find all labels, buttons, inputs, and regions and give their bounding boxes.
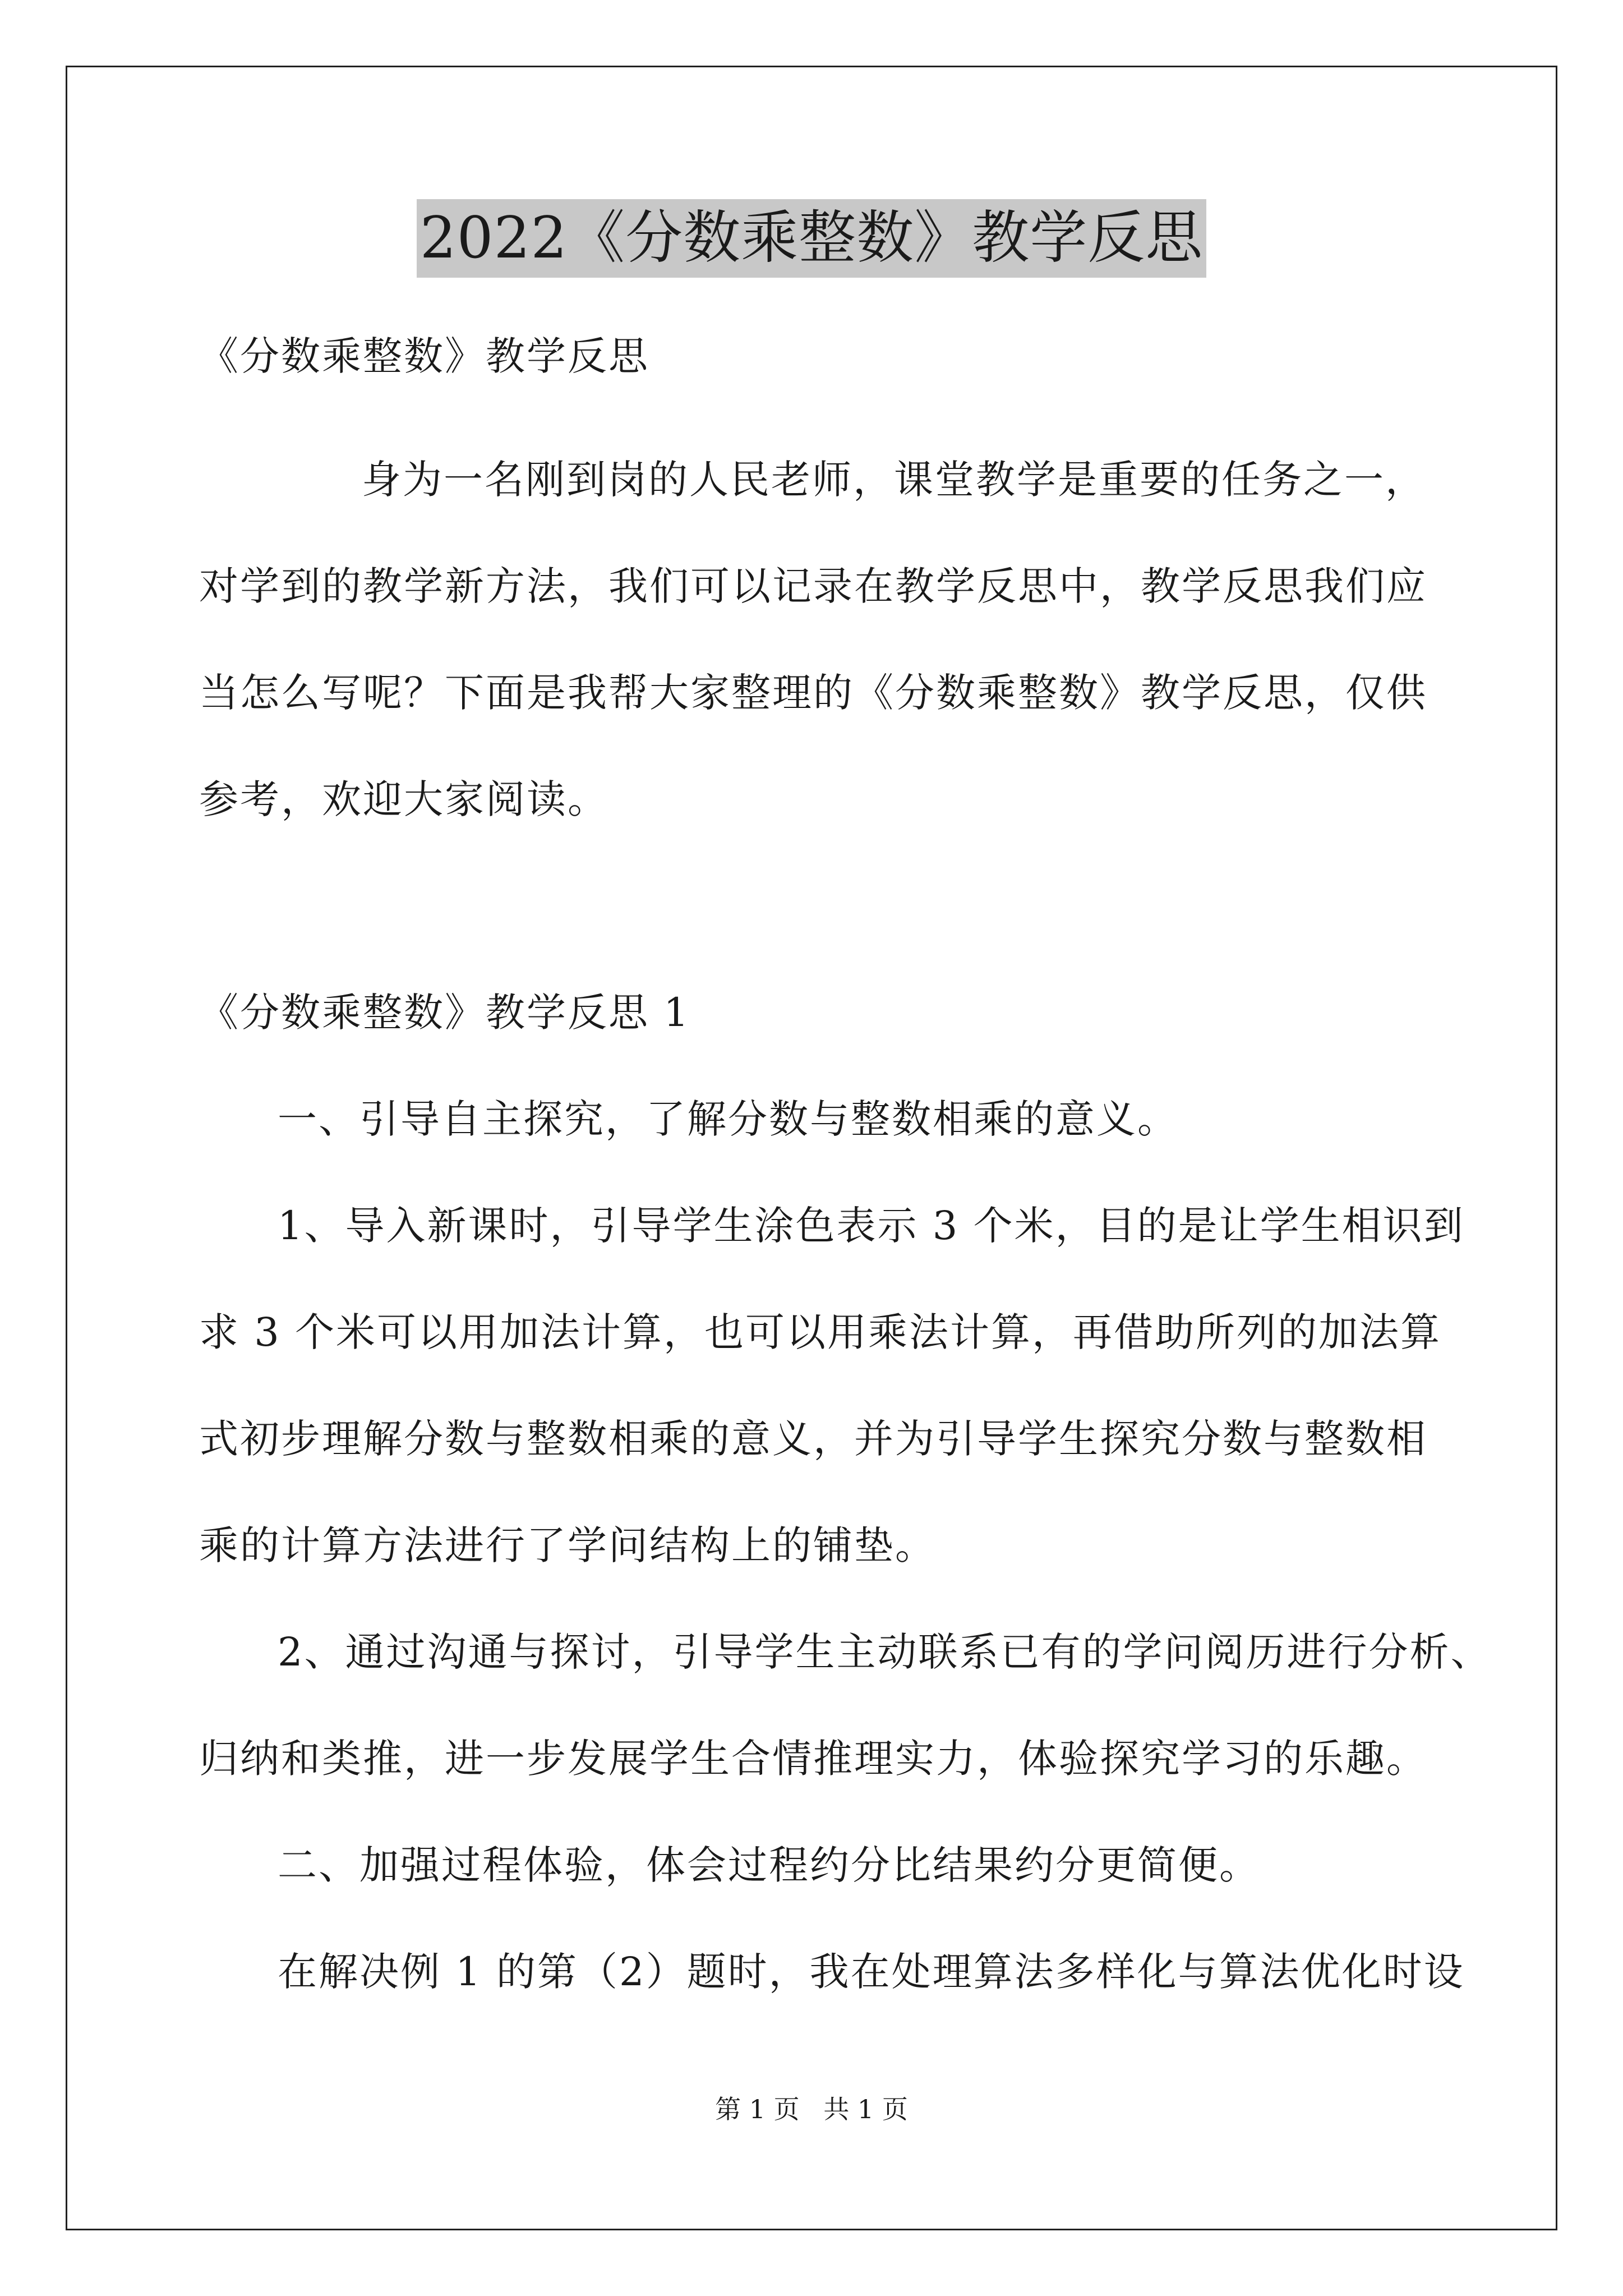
paragraph-line: 当怎么写呢？下面是我帮大家整理的《分数乘整数》教学反思，仅供 <box>199 670 1427 716</box>
paragraph-line: 求 3 个米可以用加法计算，也可以用乘法计算，再借助所列的加法算 <box>199 1309 1442 1355</box>
page-border <box>66 66 1557 2230</box>
paragraph-line: 对学到的教学新方法，我们可以记录在教学反思中，教学反思我们应 <box>199 563 1427 609</box>
paragraph-line: 一、引导自主探究，了解分数与整数相乘的意义。 <box>278 1096 1178 1142</box>
page-number-total: 共 1 页 <box>823 2094 908 2124</box>
paragraph-line: 身为一名刚到岗的人民老师，课堂教学是重要的任务之一， <box>362 457 1426 503</box>
paragraph-line: 参考，欢迎大家阅读。 <box>199 776 608 822</box>
section-heading: 《分数乘整数》教学反思 <box>199 333 649 379</box>
paragraph-line: 二、加强过程体验，体会过程约分比结果约分更简便。 <box>278 1842 1260 1888</box>
paragraph-line: 式初步理解分数与整数相乘的意义，并为引导学生探究分数与整数相 <box>199 1416 1427 1462</box>
page-number-current: 第 1 页 <box>715 2094 800 2124</box>
paragraph-line: 1、导入新课时，引导学生涂色表示 3 个米，目的是让学生相识到 <box>278 1203 1465 1249</box>
paragraph-line: 在解决例 1 的第（2）题时，我在处理算法多样化与算法优化时设 <box>278 1949 1465 1995</box>
paragraph-line: 2、通过沟通与探讨，引导学生主动联系已有的学问阅历进行分析、 <box>278 1629 1492 1675</box>
section-heading: 《分数乘整数》教学反思 1 <box>199 990 690 1036</box>
title-wrap <box>0 199 1623 278</box>
page-footer <box>0 2092 1623 2126</box>
paragraph-line: 乘的计算方法进行了学问结构上的铺垫。 <box>199 1522 936 1568</box>
paragraph-line: 归纳和类推，进一步发展学生合情推理实力，体验探究学习的乐趣。 <box>199 1736 1427 1782</box>
document-title: 2022《分数乘整数》教学反思 <box>417 199 1207 278</box>
